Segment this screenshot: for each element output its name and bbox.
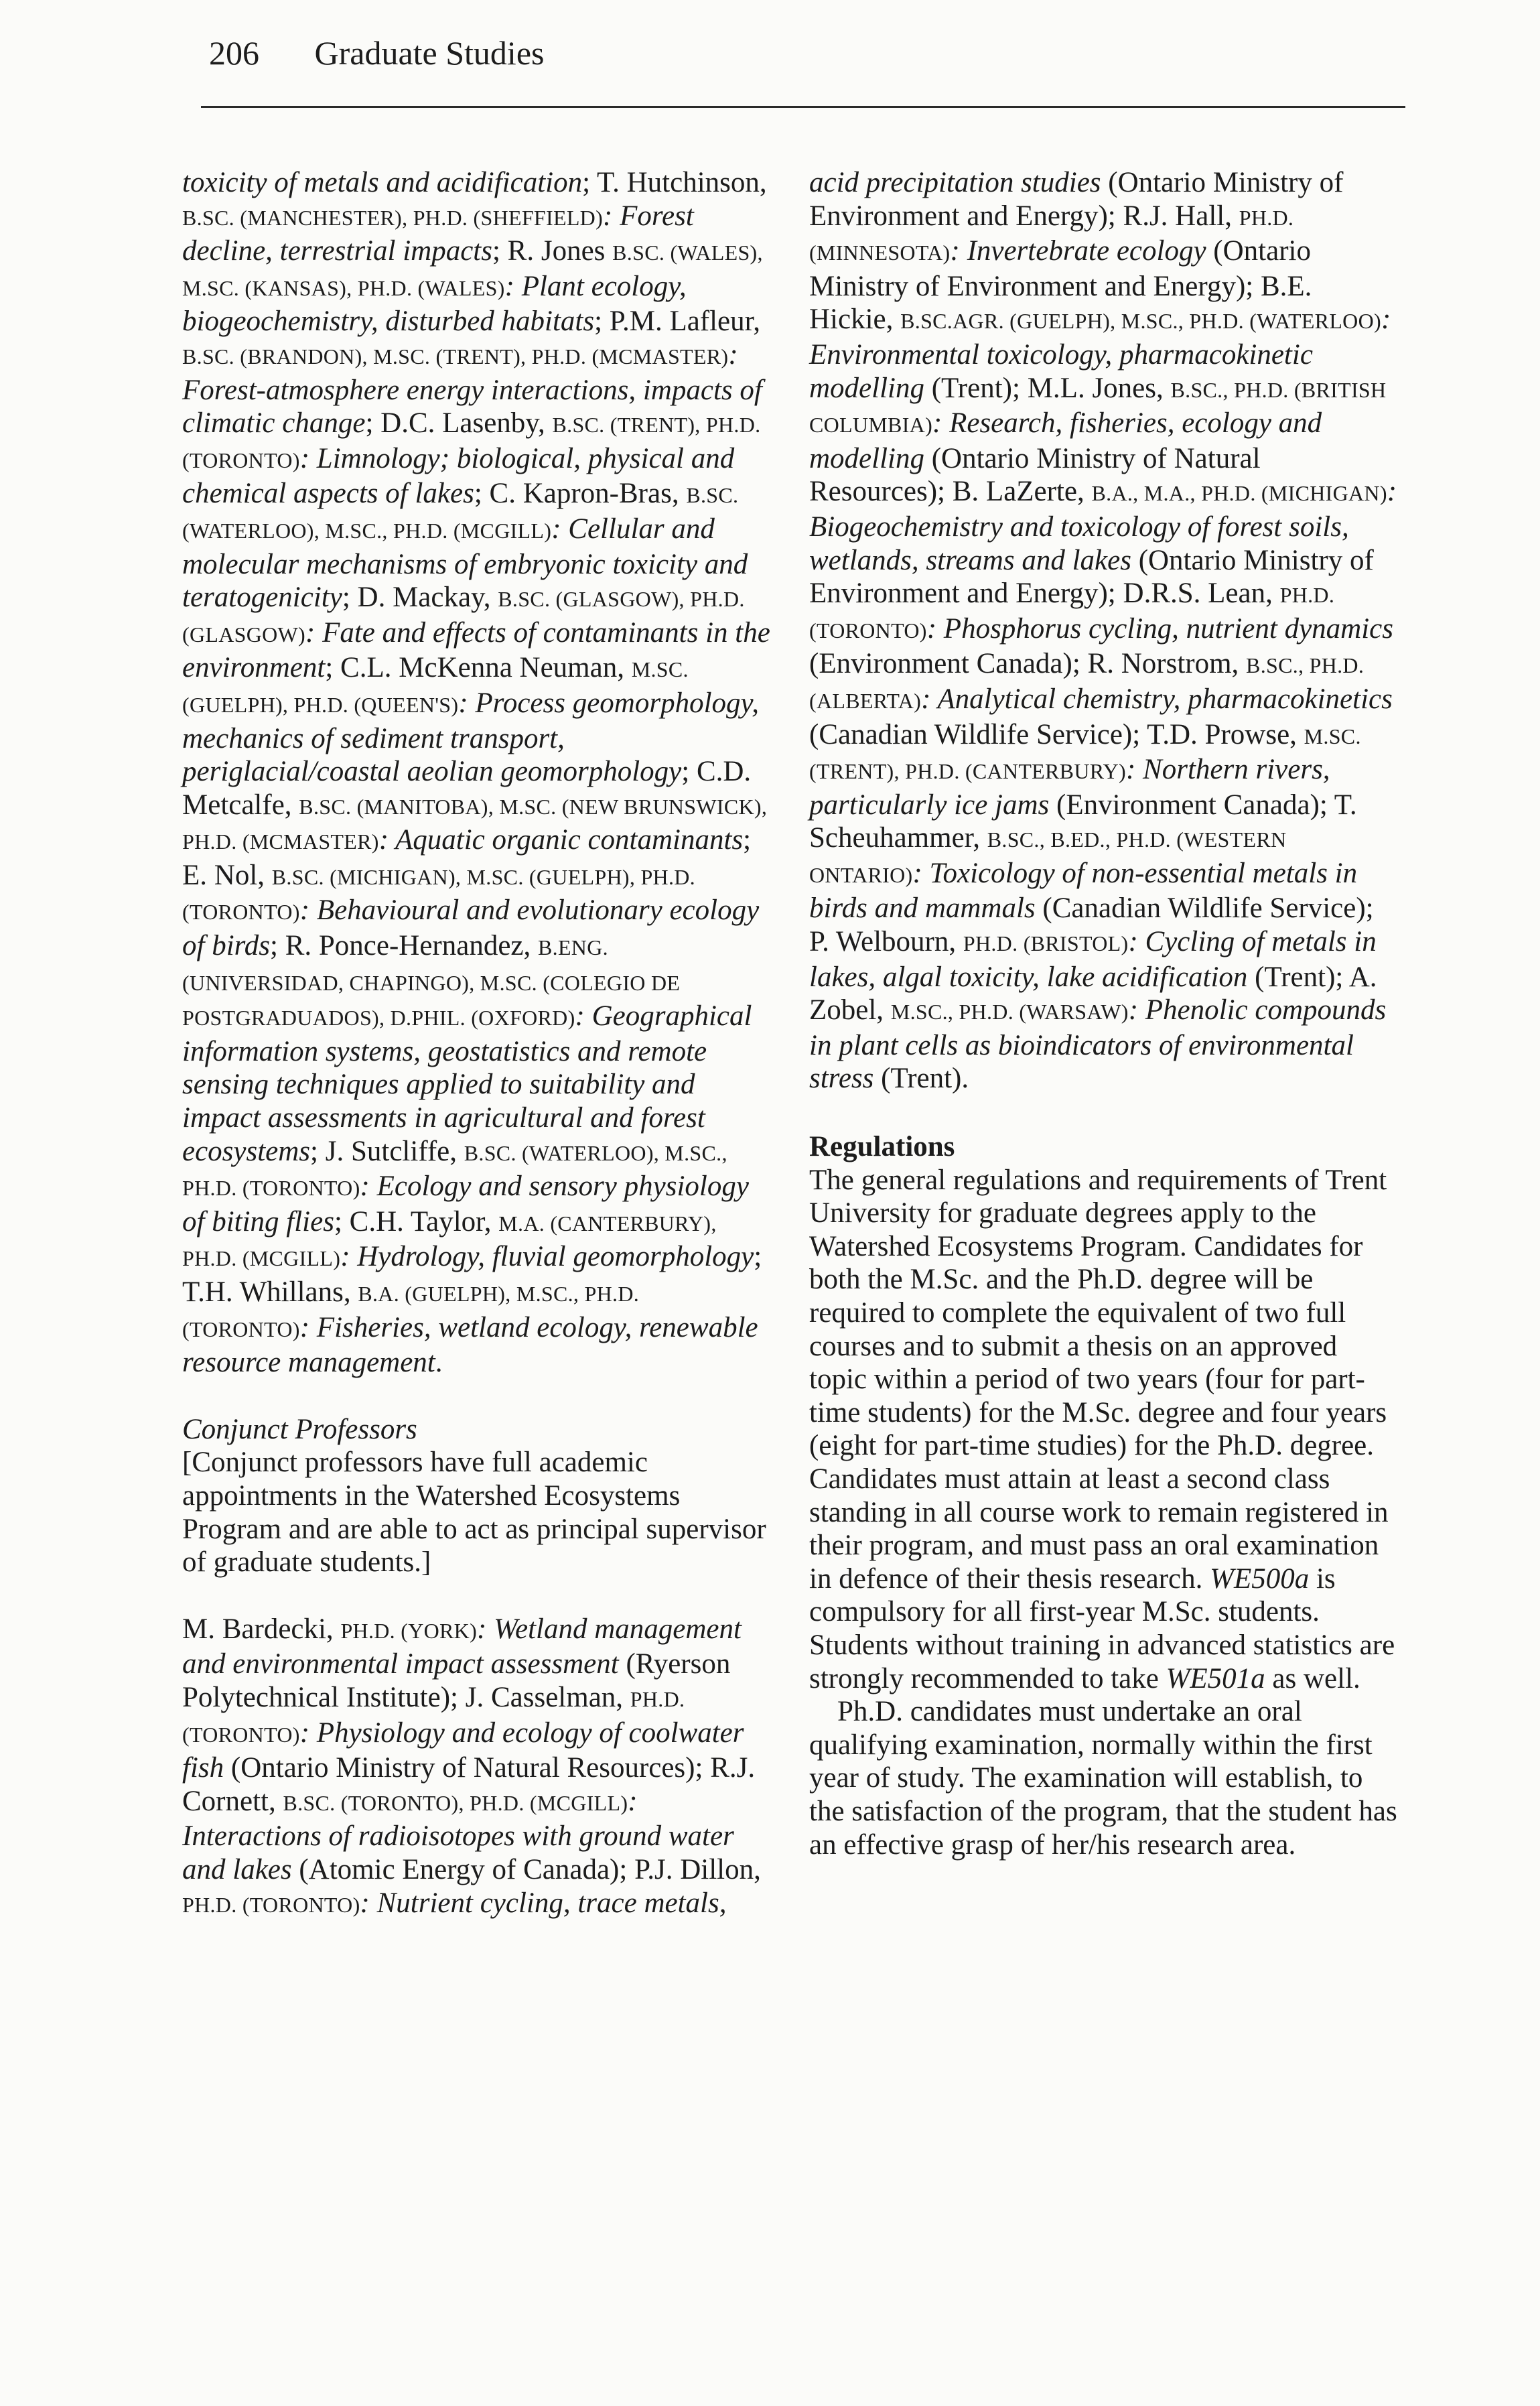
conjunct-heading-text: Conjunct Professors <box>182 1413 417 1445</box>
entry-name: ; C.L. McKenna Neuman, <box>325 652 632 684</box>
entry-degrees: B.SC. (WATERLOO), M.SC., PH.D. (MCGILL) <box>182 483 739 543</box>
entry-affiliation: (Ontario Ministry of Environment and Energy); <box>809 544 1374 610</box>
entry-topic: : Physiology and ecology of coolwater fish <box>182 1717 744 1784</box>
entry-affiliation: (Trent); <box>1247 961 1349 993</box>
entry-name: ; J. Sutcliffe, <box>310 1135 464 1167</box>
regulations-heading: Regulations <box>809 1131 955 1163</box>
conjunct-list <box>182 1613 772 1922</box>
header-rule <box>201 106 1405 108</box>
entry-topic: : Forest-atmosphere energy interactions, impacts of climatic change <box>182 338 762 440</box>
entry-topic: : Fate and effects of contaminants in the environment <box>182 616 770 684</box>
entry-topic: toxicity of metals and acidification <box>182 167 583 198</box>
regulations-text: is compulsory for all first-year M.Sc. students. Students without training in advanced statistics are strongly recommended to take <box>809 1562 1395 1694</box>
entry-affiliation: (Environment Canada); <box>1049 789 1334 821</box>
entry-topic: : Fisheries, wetland ecology, renewable resource management <box>182 1311 758 1379</box>
entry-degrees: PH.D. (MINNESOTA) <box>809 205 1294 265</box>
faculty-list <box>182 166 772 1380</box>
entry-affiliation: (Ontario Ministry of Natural Resources); <box>224 1752 711 1784</box>
entry-name: T. Scheuhammer, <box>809 789 1357 854</box>
entry-affiliation: (Trent); <box>924 372 1028 404</box>
entry-name: D.R.S. Lean, <box>1123 578 1280 610</box>
entry-degrees: B.SC. (MICHIGAN), M.SC. (GUELPH), PH.D. (TORONTO) <box>182 864 695 925</box>
entry-degrees: PH.D. (TORONTO) <box>809 583 1335 643</box>
entry-degrees: M.SC., PH.D. (WARSAW) <box>890 1000 1129 1024</box>
entry-topic: : Invertebrate ecology <box>950 235 1206 267</box>
entry-affiliation: (Atomic Energy of Canada); <box>291 1853 635 1885</box>
entry-degrees: PH.D. (YORK) <box>340 1618 478 1643</box>
entry-name: ; T.H. Whillans, <box>182 1241 762 1308</box>
entry-name: ; R. Jones <box>492 235 613 267</box>
entry-name: M. Bardecki, <box>182 1613 341 1645</box>
entry-topic: : Cycling of metals in lakes, algal toxicity, lake acidification <box>809 926 1377 993</box>
entry-topic: : Ecology and sensory physiology of biting flies <box>182 1171 749 1238</box>
page-header <box>209 29 1401 76</box>
entry-degrees: M.SC. (GUELPH), PH.D. (QUEEN'S) <box>182 657 689 717</box>
entry-topic: : Research, fisheries, ecology and modelling <box>809 407 1322 474</box>
entry-degrees: PH.D. (TORONTO) <box>182 1686 685 1747</box>
entry-degrees: B.SC. (TRENT), PH.D. (TORONTO) <box>182 413 761 472</box>
entry-degrees: B.ENG. (UNIVERSIDAD, CHAPINGO), M.SC. (COLEGIO DE POSTGRADUADOS), D.PHIL. (OXFORD) <box>182 935 681 1030</box>
entry-affiliation: (Ontario Ministry of Environment and Energy); <box>809 167 1344 232</box>
entry-end: . <box>435 1347 443 1379</box>
entry-degrees: B.SC.AGR. (GUELPH), M.SC., PH.D. (WATERLOO) <box>900 309 1381 334</box>
running-title: Graduate Studies <box>314 34 545 72</box>
entry-name: ; D.C. Lasenby, <box>365 407 553 440</box>
entry-degrees: B.SC. (GLASGOW), PH.D. (GLASGOW) <box>182 587 745 647</box>
entry-name: ; R. Ponce-Hernandez, <box>270 930 539 962</box>
entry-degrees: B.SC. (MANCHESTER), PH.D. (SHEFFIELD) <box>182 205 604 230</box>
entry-topic: : Hydrology, fluvial geomorphology <box>340 1241 754 1273</box>
entry-topic: : Cellular and molecular mechanisms of embryonic toxicity and teratogenicity <box>182 513 748 614</box>
entry-name: T.D. Prowse, <box>1147 718 1304 750</box>
regulations-text: as well. <box>1265 1662 1360 1694</box>
entry-degrees: B.SC. (BRANDON), M.SC. (TRENT), PH.D. (MCMASTER) <box>182 344 729 369</box>
entry-affiliation: (Canadian Wildlife Service); <box>1035 892 1374 925</box>
entry-degrees: B.SC., B.ED., PH.D. (WESTERN ONTARIO) <box>809 827 1287 887</box>
entry-topic: : Northern rivers, particularly ice jams <box>809 754 1330 821</box>
entry-affiliation: (Canadian Wildlife Service); <box>809 718 1147 750</box>
entry-topic: : Phenolic compounds in plant cells as bioindicators of environmental stress <box>809 994 1387 1095</box>
entry-name: ; D. Mackay, <box>342 582 498 614</box>
entry-name: ; C.D. Metcalfe, <box>182 756 752 821</box>
entry-topic: : Wetland management and environmental impact assessment <box>182 1613 742 1680</box>
entry-degrees: PH.D. (BRISTOL) <box>963 931 1129 956</box>
left-column <box>182 166 772 1922</box>
entry-topic: : Analytical chemistry, pharmacokinetics <box>921 683 1393 715</box>
entry-affiliation: (Environment Canada); <box>809 648 1088 680</box>
entry-name: R. Norstrom, <box>1087 648 1247 680</box>
entry-topic: : Biogeochemistry and toxicology of forest soils, wetlands, streams and lakes <box>809 476 1397 576</box>
entry-degrees: M.SC. (TRENT), PH.D. (CANTERBURY) <box>809 724 1361 784</box>
entry-degrees: B.SC. (WALES), M.SC. (KANSAS), PH.D. (WALES) <box>182 241 763 300</box>
conjunct-note: [Conjunct professors have full academic appointments in the Watershed Ecosystems Program and are able to act as principal supervisor of graduate students.] <box>182 1447 766 1579</box>
entry-topic: acid precipitation studies <box>809 167 1101 198</box>
entry-name: ; P.M. Lafleur, <box>594 306 760 338</box>
entry-name: P.J. Dillon, <box>634 1853 761 1885</box>
right-column <box>809 166 1399 1861</box>
entry-affiliation: (Ontario Ministry of Environment and Energy); <box>809 235 1311 302</box>
entry-degrees: PH.D. (TORONTO) <box>182 1892 360 1917</box>
course-code: WE500a <box>1210 1562 1310 1595</box>
conjunct-list-continued <box>809 166 1399 1095</box>
entry-name: A. Zobel, <box>809 961 1377 1026</box>
entry-degrees: B.SC. (WATERLOO), M.SC., PH.D. (TORONTO) <box>182 1140 727 1201</box>
entry-name: B.E. Hickie, <box>809 270 1312 336</box>
entry-name: R.J. Hall, <box>1123 200 1239 232</box>
regulations-paragraph <box>809 1164 1399 1696</box>
entry-topic: : Nutrient cycling, trace metals, <box>360 1887 727 1919</box>
entry-topic: : Limnology; biological, physical and chemical aspects of lakes <box>182 442 735 510</box>
entry-topic: : Interactions of radioisotopes with ground water and lakes <box>182 1785 734 1885</box>
entry-topic: : Plant ecology, biogeochemistry, disturbed habitats <box>182 270 687 338</box>
entry-name: ; T. Hutchinson, <box>582 167 767 198</box>
entry-degrees: B.A. (GUELPH), M.SC., PH.D. (TORONTO) <box>182 1282 640 1341</box>
entry-topic: : Geographical information systems, geostatistics and remote sensing techniques applied to suitability and impact assessments in agricultural and forest ecosystems <box>182 1000 752 1167</box>
entry-degrees: B.A., M.A., PH.D. (MICHIGAN) <box>1091 481 1387 506</box>
conjunct-heading <box>182 1413 772 1447</box>
qualifying-exam-paragraph: Ph.D. candidates must undertake an oral qualifying examination, normally within the first year of study. The examination will establish, to the satisfaction of the program, that the student has an effective grasp of her/his research area. <box>809 1696 1397 1861</box>
entry-affiliation: (Trent). <box>873 1063 969 1095</box>
entry-affiliation: (Ontario Ministry of Natural Resources); <box>809 442 1261 508</box>
entry-name: J. Casselman, <box>465 1681 630 1713</box>
entry-degrees: M.A. (CANTERBURY), PH.D. (MCGILL) <box>182 1211 717 1271</box>
entry-topic: : Toxicology of non-essential metals in birds and mammals <box>809 857 1358 925</box>
entry-affiliation: (Ryerson Polytechnical Institute); <box>182 1648 731 1713</box>
entry-name: M.L. Jones, <box>1027 372 1171 404</box>
entry-degrees: B.SC. (TORONTO), PH.D. (MCGILL) <box>283 1790 628 1815</box>
page-number: 206 <box>209 34 259 72</box>
entry-name: ; C. Kapron-Bras, <box>474 478 687 510</box>
entry-topic: : Phosphorus cycling, nutrient dynamics <box>926 612 1393 645</box>
entry-degrees: B.SC. (MANITOBA), M.SC. (NEW BRUNSWICK), PH.D. (MCMASTER) <box>182 794 768 854</box>
entry-topic: : Forest decline, terrestrial impacts <box>182 200 694 267</box>
course-code: WE501a <box>1166 1662 1265 1694</box>
entry-topic: : Aquatic organic contaminants <box>378 824 744 856</box>
regulations-text: The general regulations and requirements of Trent University for graduate degrees apply to the Watershed Ecosystems Program. Candidates for both the M.Sc. and the Ph.D. degree will be required to complete the equivalent of two full courses and to submit a thesis on an approved topic within a period of two years (four for part-time students) for the M.Sc. degree and four years (eight for part-time studies) for the Ph.D. degree. Candidates must attain at least a second class standing in all course work to remain registered in their program, and must pass an oral examination in defence of their thesis research. <box>809 1164 1389 1595</box>
entry-topic: : Process geomorphology, mechanics of sediment transport, periglacial/coastal aeolian geomorphology <box>182 687 759 788</box>
entry-topic: : Environmental toxicology, pharmacokinetic modelling <box>809 304 1391 404</box>
entry-name: P. Welbourn, <box>809 926 963 958</box>
entry-name: ; E. Nol, <box>182 824 752 891</box>
entry-degrees: B.SC., PH.D. (ALBERTA) <box>809 653 1364 713</box>
entry-name: R.J. Cornett, <box>182 1752 756 1817</box>
entry-name: ; C.H. Taylor, <box>334 1205 499 1238</box>
entry-name: B. LaZerte, <box>952 476 1092 508</box>
entry-degrees: B.SC., PH.D. (BRITISH COLUMBIA) <box>809 377 1387 438</box>
entry-topic: : Behavioural and evolutionary ecology of birds <box>182 894 760 962</box>
